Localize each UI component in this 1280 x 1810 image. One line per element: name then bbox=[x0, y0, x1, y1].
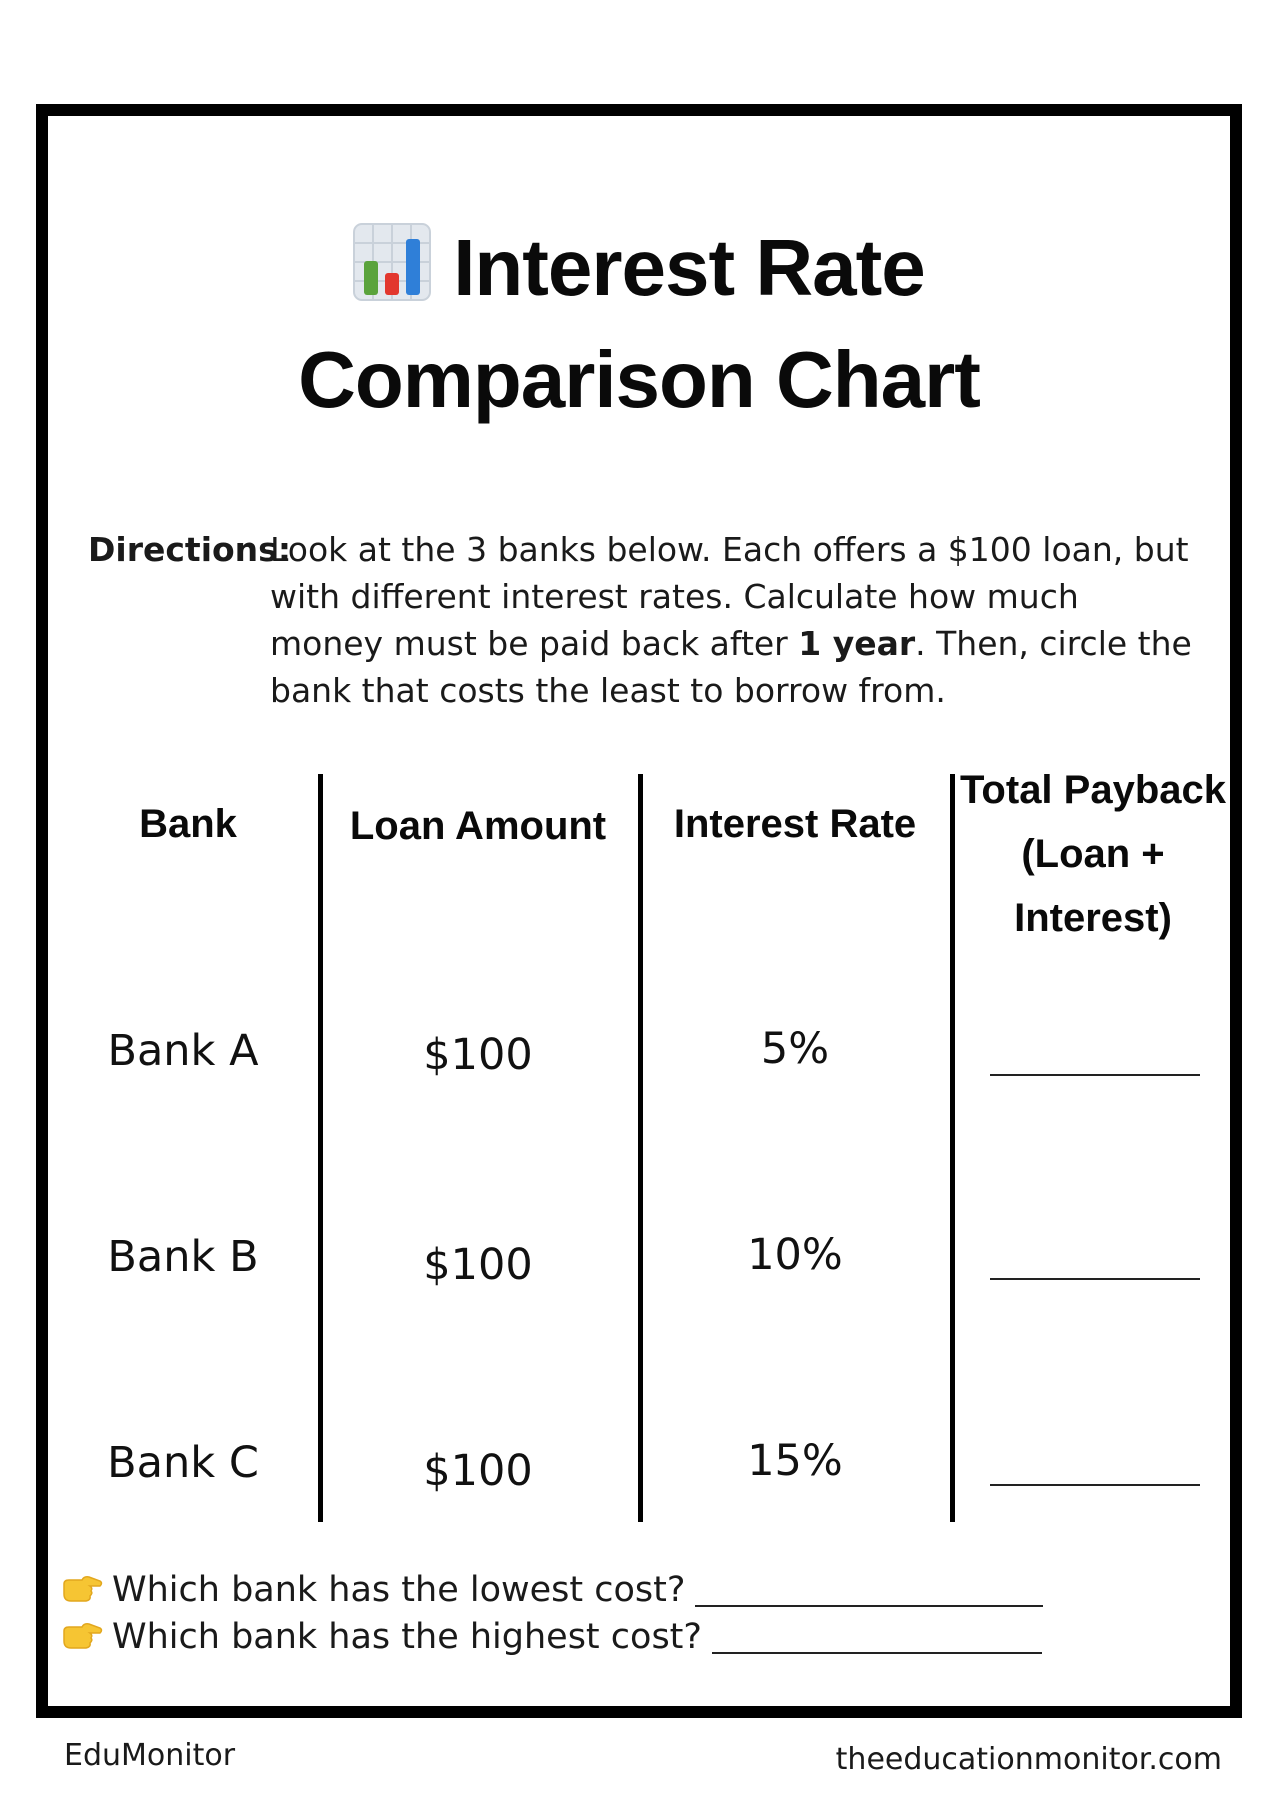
footer-brand: EduMonitor bbox=[64, 1738, 236, 1773]
header-total-payback bbox=[952, 758, 1234, 950]
bar-chart-icon bbox=[353, 223, 431, 301]
question-lowest-cost bbox=[62, 1566, 1043, 1614]
worksheet-frame bbox=[36, 104, 1242, 1718]
title-line-1 bbox=[48, 212, 1230, 324]
directions-line-3 bbox=[270, 620, 1208, 667]
directions-text bbox=[270, 526, 1208, 714]
column-divider bbox=[638, 774, 643, 1522]
answer-blank-lowest[interactable] bbox=[695, 1605, 1043, 1607]
bank-name: Bank B bbox=[107, 1232, 259, 1282]
column-divider bbox=[318, 774, 323, 1522]
header-bank: Bank bbox=[139, 802, 237, 846]
answer-blank-highest[interactable] bbox=[712, 1652, 1042, 1654]
question-highest-text: Which bank has the highest cost? bbox=[112, 1617, 702, 1657]
directions-line-2: with different interest rates. Calculate how much bbox=[270, 577, 1079, 616]
pointing-hand-icon bbox=[62, 1574, 104, 1604]
total-payback-blank[interactable] bbox=[990, 1484, 1200, 1486]
header-total-line-1: Total Payback bbox=[959, 768, 1227, 812]
pointing-hand-icon bbox=[62, 1621, 104, 1651]
interest-rate: 5% bbox=[760, 1024, 830, 1074]
page-title bbox=[48, 212, 1230, 436]
directions-line-1: Look at the 3 banks below. Each offers a $100 loan, but bbox=[270, 530, 1189, 569]
bank-name: Bank A bbox=[107, 1026, 259, 1076]
question-lowest-text: Which bank has the lowest cost? bbox=[112, 1570, 686, 1610]
directions bbox=[88, 526, 1208, 714]
loan-amount: $100 bbox=[423, 1030, 533, 1080]
title-text-1: Interest Rate bbox=[453, 223, 925, 312]
question-highest-cost bbox=[62, 1613, 1042, 1661]
header-total-line-2: (Loan + Interest) bbox=[1014, 832, 1172, 940]
loan-amount: $100 bbox=[423, 1240, 533, 1290]
loan-amount: $100 bbox=[423, 1446, 533, 1496]
bank-name: Bank C bbox=[107, 1438, 259, 1488]
header-loan-amount: Loan Amount bbox=[349, 804, 607, 848]
directions-line-4: bank that costs the least to borrow from. bbox=[270, 671, 946, 710]
directions-line-3-start: money must be paid back after bbox=[270, 624, 799, 663]
footer-website[interactable]: theeducationmonitor.com bbox=[835, 1742, 1222, 1777]
header-interest-rate: Interest Rate bbox=[673, 802, 917, 846]
directions-label: Directions: bbox=[88, 530, 292, 569]
interest-rate: 15% bbox=[747, 1436, 843, 1486]
title-line-2: Comparison Chart bbox=[298, 335, 980, 424]
interest-rate: 10% bbox=[747, 1230, 843, 1280]
directions-line-3-end: . Then, circle the bbox=[915, 624, 1192, 663]
directions-emphasis: 1 year bbox=[798, 624, 916, 663]
total-payback-blank[interactable] bbox=[990, 1074, 1200, 1076]
total-payback-blank[interactable] bbox=[990, 1278, 1200, 1280]
